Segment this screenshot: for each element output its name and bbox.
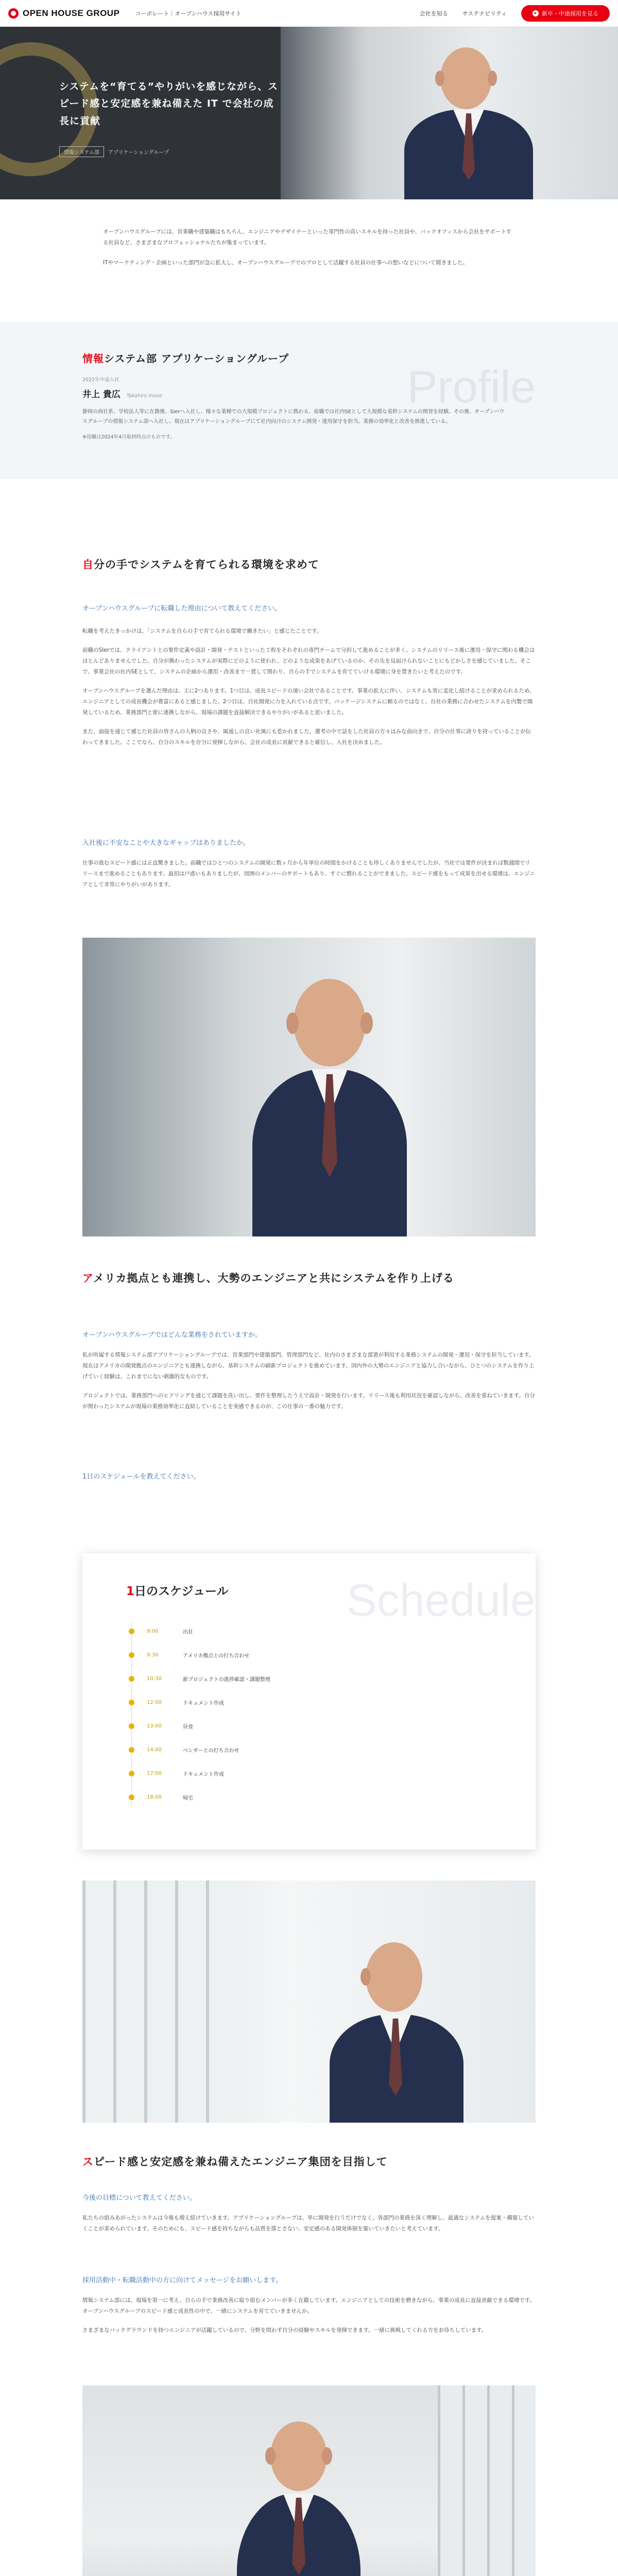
schedule-title-first: 1 <box>126 1585 135 1598</box>
hero-badge <box>59 146 169 157</box>
site-header <box>0 0 618 27</box>
schedule-item <box>129 1714 489 1738</box>
answer-paragraph: 私が所属する情報システム部アプリケーショングループでは、営業部門や建築部門、管理部門など、社内のさまざまな部署が利用する業務システムの開発・運用・保守を担当しています。現在はアメリカの開発拠点のエンジニアとも連携しながら、基幹システムの刷新プロジェクトを進めています。国内外の大勢のエンジニアと協力し合いながら、ひとつのシステムを作り上げていく経験は、これまでにない刺激的なものです。 <box>82 1352 535 1380</box>
schedule-label: 新プロジェクトの進捗確認・課題整理 <box>183 1676 270 1683</box>
schedule-time: 14:00 <box>147 1747 162 1753</box>
logo-mark-icon <box>8 8 19 19</box>
profile-name: 井上 貴広 <box>82 389 121 400</box>
interview-photo-2 <box>82 1880 536 2123</box>
schedule-bg-word: Schedule <box>347 1574 536 1625</box>
answer-paragraph: プロジェクトでは、業務部門へのヒアリングを通じて課題を洗い出し、要件を整理したうえで設計・開発を行います。リリース後も利用状況を確認しながら、改善を重ねていきます。自分が関わったシステムが現場の業務効率化に直結していることを実感できるのが、この仕事の一番の魅力です。 <box>82 1393 535 1410</box>
profile <box>0 322 618 479</box>
schedule-item <box>129 1761 489 1785</box>
schedule-time: 9:00 <box>147 1628 159 1634</box>
timeline-dot-icon <box>129 1723 134 1729</box>
hero-title: システムを“育てる”やりがいを感じながら、スピード感と安定感を兼ね備えた IT で会社の成長に貢献 <box>59 81 279 127</box>
schedule-item <box>129 1643 489 1667</box>
section2-question1: オープンハウスグループではどんな業務をされていますか。 <box>82 1331 262 1339</box>
profile-joined: 2022年中途入社 <box>82 377 119 383</box>
section3-answer2 <box>82 2295 536 2344</box>
hero <box>0 27 618 199</box>
section3-question1: 今後の目標について教えてください。 <box>82 2194 196 2202</box>
schedule-label: 出社 <box>183 1629 193 1635</box>
hero-tag: 情報システム部 <box>59 146 104 157</box>
timeline-dot-icon <box>129 1629 134 1634</box>
answer-paragraph: 転職を考えたきっかけは、「システムを自らの手で育てられる環境で働きたい」と感じたことです。 <box>82 628 322 634</box>
section3-heading-rest: ピード感と安定感を兼ね備えたエンジニア集団を目指して <box>94 2156 388 2168</box>
schedule-item <box>129 1619 489 1643</box>
intro-paragraph: オープンハウスグループには、営業職や建築職はもちろん、エンジニアやデザイナーといった専門性の高いスキルを持った社員や、バックオフィスから会社をサポートする社員など、さまざまなプロフェッショナルたちが集まっています。 <box>103 229 512 246</box>
schedule-label: ベンダーとの打ち合わせ <box>183 1748 239 1754</box>
schedule-label: ドキュメント作成 <box>183 1771 224 1777</box>
section1-question1: オープンハウスグループに転職した理由について教えてください。 <box>82 605 282 613</box>
schedule-label: 帰宅 <box>183 1795 193 1801</box>
schedule-timeline <box>129 1619 489 1809</box>
profile-description: 静岡の商社系、学校法人等に在籍後、SIerへ入社し、様々な業種での大規模プロジェクトに携わる。前職では社内SEとして大規模な基幹システムの開発を経験。その後、オープンハウスグループの情報システム部へ入社し、現在はアプリケーショングループにて社内向けのシステム開発・運用保守を担当。業務の効率化と改善を推進している。 <box>82 409 505 425</box>
section3-question2: 採用活動中・転職活動中の方に向けてメッセージをお願いします。 <box>82 2277 283 2284</box>
schedule-time: 17:00 <box>147 1770 162 1776</box>
interview-person-image <box>252 958 407 1236</box>
schedule-time: 10:30 <box>147 1675 162 1682</box>
header-nav <box>420 5 610 22</box>
answer-paragraph: さまざまなバックグラウンドを持つエンジニアが活躍しているので、分野を問わず自分の経験やスキルを発揮できます。一緒に挑戦してくれる方をお待ちしています。 <box>82 2327 487 2333</box>
section3-heading <box>82 2154 536 2171</box>
site-subtitle[interactable]: コーポレート｜オープンハウス採用サイト <box>135 10 242 17</box>
timeline-dot-icon <box>129 1652 134 1658</box>
schedule-item <box>129 1690 489 1714</box>
section1-answer2 <box>82 858 536 899</box>
arrow-right-icon: ▸ <box>533 10 539 16</box>
schedule-time: 13:00 <box>147 1723 162 1729</box>
profile-department-rest: システム部 アプリケーショングループ <box>104 352 289 365</box>
answer-paragraph: また、面接を通じて感じた社員の皆さんの人柄の良さや、風通しの良い社風にも惹かれました。選考の中で話をした社員の方々はみな前向きで、自分の仕事に誇りを持っていることが伝わってきました。ここでなら、自分のスキルを存分に発揮しながら、会社の成長に貢献できると確信し、入社を決めました。 <box>82 728 531 745</box>
schedule-label: アメリカ拠点との打ち合わせ <box>183 1653 250 1659</box>
section2-heading-first: ア <box>82 1272 93 1284</box>
logo-text: OPEN HOUSE GROUP <box>23 8 120 18</box>
schedule-time: 12:00 <box>147 1699 162 1705</box>
answer-paragraph: 情報システム部には、現場を第一に考え、自らの手で業務改善に取り組むメンバーが多く在籍しています。エンジニアとしての技術を磨きながら、事業の成長に直接貢献できる環境です。オープンハウスグループのスピード感と成長性の中で、一緒にシステムを育てていきませんか。 <box>82 2297 535 2314</box>
section2-heading-rest: メリカ拠点とも連携し、大勢のエンジニアと共にシステムを作り上げる <box>93 1272 454 1284</box>
window-blinds <box>82 1880 237 2123</box>
schedule-card <box>82 1553 536 1850</box>
interview-photo-1 <box>82 938 536 1236</box>
profile-department-first: 情報 <box>82 352 104 365</box>
interview-person-image <box>221 2421 376 2576</box>
hero-tag-sub: アプリケーショングループ <box>108 150 169 156</box>
answer-paragraph: 私たちの組みあがったシステムは今後も増え続けていきます。アプリケーショングループは、単に開発を行うだけでなく、各部門の業務を深く理解し、最適なシステムを提案・構築していくことが求められています。そのためにも、スピード感を持ちながらも品質を落とさない、安定感のある開発体制を築いていきたいと考えています。 <box>82 2215 534 2232</box>
section3-answer1 <box>82 2213 536 2243</box>
section2-heading <box>82 1270 536 1287</box>
timeline-dot-icon <box>129 1771 134 1776</box>
schedule-title-rest: 日のスケジュール <box>134 1585 229 1598</box>
section2-answer1 <box>82 1350 536 1420</box>
profile-note: ※役職は2024年4月取材時点のものです。 <box>82 434 175 440</box>
schedule-label: ドキュメント作成 <box>183 1700 224 1706</box>
answer-paragraph: オープンハウスグループを選んだ理由は、主に2つあります。1つ目は、成長スピードの速い会社であることです。事業の拡大に伴い、システムも常に変化し続けることが求められるため、エンジニアとしての成長機会が豊富にあると感じました。2つ目は、自社開発に力を入れている点です。パッケージシステムに頼るのではなく、自社の業務に合わせたシステムを内製で開発しているため、業務部門と密に連携しながら、現場の課題を直接解決できるやりがいがあると思いました。 <box>82 688 535 716</box>
profile-department <box>82 350 536 365</box>
section1-heading-first: 自 <box>82 558 94 571</box>
profile-card <box>82 350 536 440</box>
intro <box>103 227 515 278</box>
timeline-dot-icon <box>129 1676 134 1682</box>
section3-heading-first: ス <box>82 2156 94 2168</box>
schedule-item <box>129 1785 489 1809</box>
section1-answer1 <box>82 626 536 756</box>
answer-paragraph: 前職のSIerでは、クライアントとの要件定義や設計・開発・テストといった工程をそれぞれの専門チームで分担して進めることが多く、システムのリリース後に運用・保守に関わる機会はほとんどありませんでした。自分が携わったシステムが実際にどのように使われ、どのような成果をあげているのか、その先を見届けられないことにもどかしさを感じていました。そこで、事業会社の社内SEとして、システムの企画から運用・改善まで一貫して関わり、自らの手でシステムを育てていける環境に身を置きたいと考えたのです。 <box>82 647 535 675</box>
entry-button[interactable] <box>521 5 610 22</box>
section1-question2: 入社後に不安なことや大きなギャップはありましたか。 <box>82 839 250 847</box>
schedule-time: 9:30 <box>147 1652 159 1658</box>
schedule-title <box>126 1582 229 1599</box>
hero-photo <box>281 27 618 199</box>
section1-heading-rest: 分の手でシステムを育てられる環境を求めて <box>94 558 319 571</box>
nav-item-company[interactable]: 会社を知る <box>419 10 448 17</box>
schedule-item <box>129 1667 489 1690</box>
logo[interactable] <box>8 8 119 19</box>
section2-question2: 1日のスケジュールを教えてください。 <box>82 1473 200 1481</box>
schedule-item <box>129 1738 489 1761</box>
answer-paragraph: 仕事の進むスピード感には正直驚きました。前職ではひとつのシステムの開発に数ヶ月から年単位の時間をかけることも珍しくありませんでしたが、当社では要件が決まれば数週間でリリースまで進めることもあります。最初は戸惑いもありましたが、周囲のメンバーのサポートもあり、すぐに慣れることができました。スピード感をもって成果を出せる環境は、エンジニアとして非常にやりがいがあります。 <box>82 860 536 888</box>
profile-bg-word: Profile <box>407 361 536 412</box>
entry-button-label: 新卒・中途採用を見る <box>542 10 598 17</box>
timeline-dot-icon <box>129 1700 134 1705</box>
intro-paragraph: ITやマーケティング・企画といった部門が急に拡大し、オープンハウスグループでのプロとして活躍する社員の仕事への想いなどについて聞きました。 <box>103 260 469 266</box>
window-blinds <box>438 2385 536 2576</box>
schedule-time: 18:00 <box>147 1794 162 1800</box>
nav-item-sustainability[interactable]: サステナビリティ <box>462 10 507 17</box>
hero-person-image <box>404 27 538 199</box>
interview-photo-3 <box>82 2385 536 2576</box>
timeline-dot-icon <box>129 1747 134 1753</box>
interview-person-image <box>330 1937 464 2123</box>
section1-heading <box>82 556 536 574</box>
schedule-label: 昼食 <box>183 1724 193 1730</box>
profile-name-en: Takahiro Inoue <box>126 393 162 399</box>
timeline-dot-icon <box>129 1794 134 1800</box>
